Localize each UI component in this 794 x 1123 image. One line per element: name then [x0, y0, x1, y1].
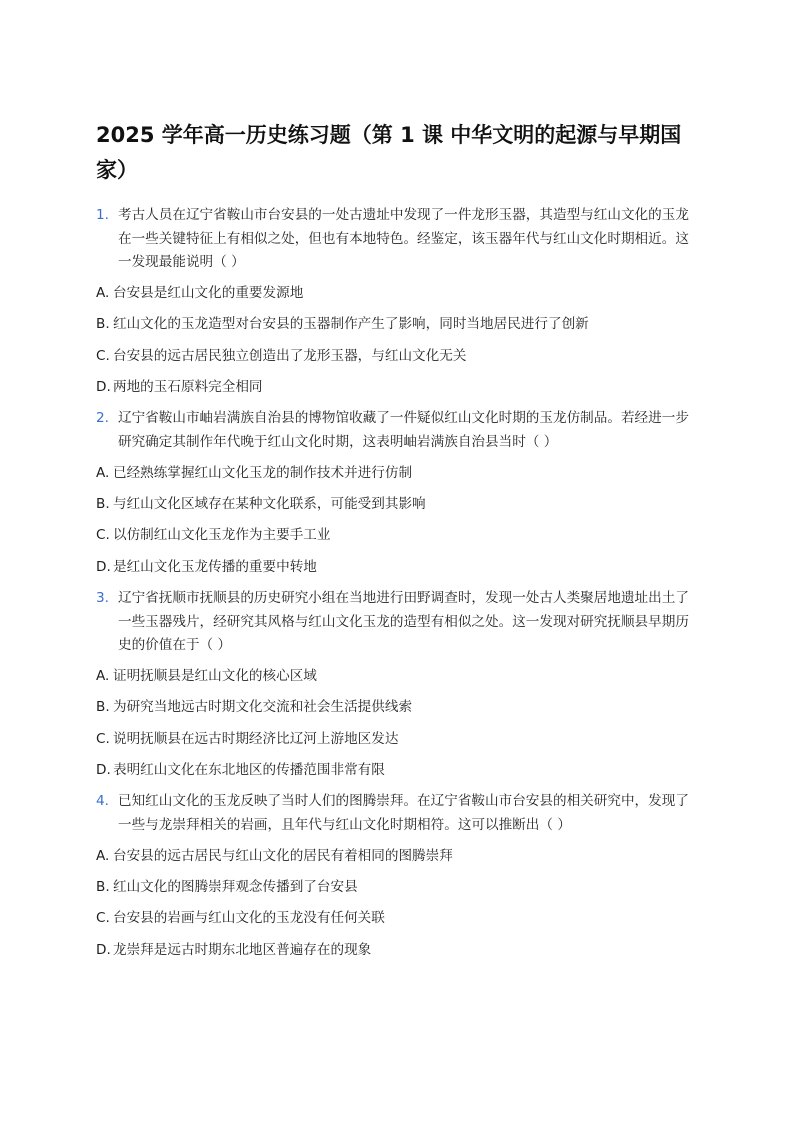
question-stem: [96, 204, 696, 275]
option-text: 是红山文化玉龙传播的重要中转地: [113, 558, 317, 575]
option-d: [96, 939, 696, 963]
option-text: 台安县是红山文化的重要发源地: [113, 284, 304, 301]
option-d: [96, 556, 696, 580]
question-1: [96, 204, 696, 400]
option-letter: C.: [96, 910, 110, 927]
option-letter: D.: [96, 558, 111, 575]
document-title: 2025 学年高一历史练习题（第 1 课 中华文明的起源与早期国家）: [96, 123, 682, 182]
question-stem: [96, 587, 696, 658]
option-letter: B.: [96, 879, 110, 896]
question-number: 2.: [96, 410, 109, 427]
option-letter: C.: [96, 527, 110, 544]
option-text: 台安县的远古居民与红山文化的居民有着相同的图腾崇拜: [113, 847, 453, 864]
option-text: 说明抚顺县在远古时期经济比辽河上游地区发达: [113, 730, 399, 747]
option-letter: C.: [96, 730, 110, 747]
option-text: 以仿制红山文化玉龙作为主要手工业: [113, 527, 331, 544]
question-text: 已知红山文化的玉龙反映了当时人们的图腾崇拜。在辽宁省鞍山市台安县的相关研究中，发现了一些与龙崇拜相关的岩画，且年代与红山文化时期相符。这可以推断出（ ）: [118, 793, 689, 834]
option-letter: A.: [96, 847, 110, 864]
question-stem: [96, 407, 696, 454]
question-text: 辽宁省鞍山市岫岩满族自治县的博物馆收藏了一件疑似红山文化时期的玉龙仿制品。若经进一步研究确定其制作年代晚于红山文化时期，这表明岫岩满族自治县当时（ ）: [118, 410, 689, 450]
option-text: 红山文化的图腾崇拜观念传播到了台安县: [113, 879, 358, 896]
option-text: 龙崇拜是远古时期东北地区普遍存在的现象: [113, 941, 372, 958]
option-text: 与红山文化区域存在某种文化联系，可能受到其影响: [113, 495, 426, 512]
question-list: [96, 204, 696, 970]
option-letter: D.: [96, 378, 111, 395]
option-letter: C.: [96, 347, 110, 364]
option-a: [96, 665, 696, 689]
option-c: [96, 907, 696, 931]
option-letter: A.: [96, 284, 110, 301]
option-letter: B.: [96, 699, 110, 716]
option-text: 两地的玉石原料完全相同: [113, 378, 263, 395]
question-number: 4.: [96, 793, 109, 810]
option-a: [96, 462, 696, 486]
option-d: [96, 759, 696, 783]
option-b: [96, 696, 696, 720]
question-stem: [96, 790, 696, 837]
question-text: 考古人员在辽宁省鞍山市台安县的一处古遗址中发现了一件龙形玉器，其造型与红山文化的玉龙在一些关键特征上有相似之处，但也有本地特色。经鉴定，该玉器年代与红山文化时期相近。这一发现最能说明（ ）: [118, 207, 689, 271]
option-text: 已经熟练掌握红山文化玉龙的制作技术并进行仿制: [113, 464, 413, 481]
option-letter: B.: [96, 316, 110, 333]
option-letter: B.: [96, 495, 110, 512]
option-b: [96, 876, 696, 900]
question-4: [96, 790, 696, 962]
option-letter: D.: [96, 762, 111, 779]
option-text: 台安县的岩画与红山文化的玉龙没有任何关联: [113, 910, 385, 927]
option-d: [96, 376, 696, 400]
question-3: [96, 587, 696, 783]
option-letter: A.: [96, 667, 110, 684]
question-text: 辽宁省抚顺市抚顺县的历史研究小组在当地进行田野调查时，发现一处古人类聚居地遗址出土了一些玉器残片，经研究其风格与红山文化玉龙的造型有相似之处。这一发现对研究抚顺县早期历史的价值在于（ ）: [118, 590, 689, 654]
question-2: [96, 407, 696, 579]
option-text: 台安县的远古居民独立创造出了龙形玉器，与红山文化无关: [113, 347, 467, 364]
option-a: [96, 845, 696, 869]
option-a: [96, 282, 696, 306]
option-text: 证明抚顺县是红山文化的核心区域: [113, 667, 317, 684]
option-text: 表明红山文化在东北地区的传播范围非常有限: [113, 762, 385, 779]
option-b: [96, 493, 696, 517]
option-c: [96, 524, 696, 548]
option-letter: D.: [96, 941, 111, 958]
option-b: [96, 313, 696, 337]
option-letter: A.: [96, 464, 110, 481]
option-c: [96, 728, 696, 752]
option-text: 红山文化的玉龙造型对台安县的玉器制作产生了影响，同时当地居民进行了创新: [113, 316, 589, 333]
question-number: 1.: [96, 207, 109, 223]
option-c: [96, 345, 696, 369]
question-number: 3.: [96, 590, 109, 607]
option-text: 为研究当地远古时期文化交流和社会生活提供线索: [113, 699, 413, 716]
